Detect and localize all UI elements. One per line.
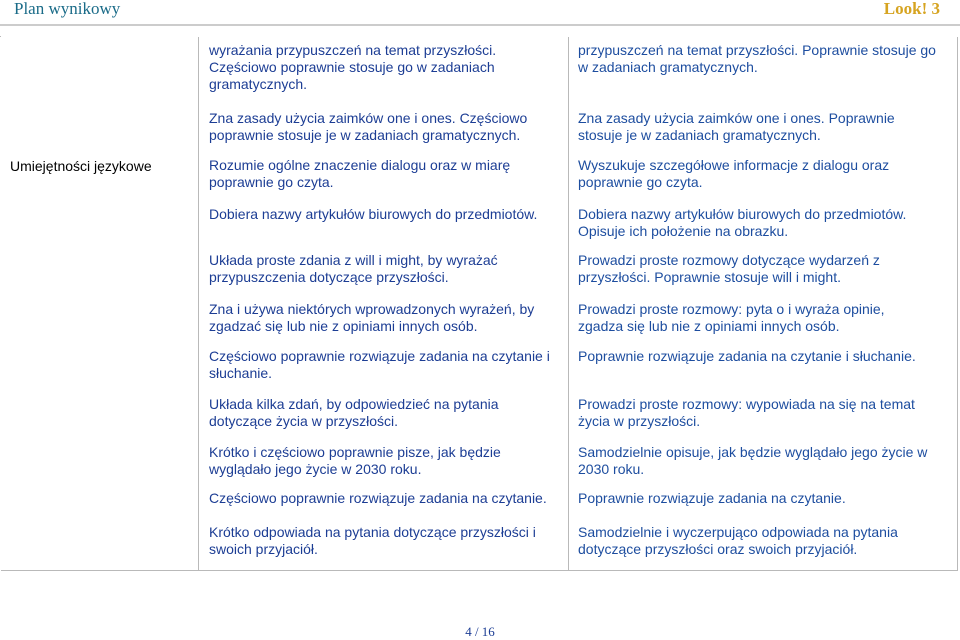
level-c-item: Dobiera nazwy artykułów biurowych do przedmiotów. Opisuje ich położenie na obrazku.	[578, 206, 907, 239]
level-b-item: Częściowo poprawnie rozwiązuje zadania na czytanie i słuchanie.	[209, 348, 550, 381]
level-b-item: Rozumie ogólne znaczenie dialogu oraz w miarę poprawnie go czyta.	[209, 157, 511, 190]
level-b-item: Krótko i częściowo poprawnie pisze, jak będzie wyglądało jego życie w 2030 roku.	[209, 444, 501, 477]
level-b-item: Częściowo poprawnie rozwiązuje zadania na czytanie.	[209, 490, 547, 506]
header-rule	[0, 24, 960, 26]
page-number: 4 / 16	[465, 624, 495, 639]
level-c-item: Poprawnie rozwiązuje zadania na czytanie i słuchanie.	[578, 348, 916, 364]
plan-table	[0, 36, 936, 557]
level-b-item: Układa proste zdania z will i might, by wyrażać przypuszczenia dotyczące przyszłości.	[209, 252, 498, 285]
level-c-item: Wyszukuje szczegółowe informacje z dialogu oraz poprawnie go czyta.	[578, 157, 890, 190]
document-title: Plan wynikowy	[14, 0, 121, 18]
level-c-item: Prowadzi proste rozmowy: pyta o i wyraża opinie, zgadza się lub nie z opiniami innych osób.	[578, 301, 885, 334]
level-b-item: Układa kilka zdań, by odpowiedzieć na pytania dotyczące życia w przyszłości.	[209, 396, 499, 429]
level-c-item: Samodzielnie i wyczerpująco odpowiada na pytania dotyczące przyszłości oraz swoich przyjaciół.	[578, 524, 898, 557]
brand-label: Look! 3	[883, 0, 940, 18]
level-b-item: Zna zasady użycia zaimków one i ones. Częściowo poprawnie stosuje je w zadaniach gramatycznych.	[209, 110, 528, 143]
level-c-item: Zna zasady użycia zaimków one i ones. Poprawnie stosuje je w zadaniach gramatycznych.	[578, 110, 895, 143]
level-b-item: Zna i używa niektórych wprowadzonych wyrażeń, by zgadzać się lub nie z opiniami innych osób.	[209, 301, 535, 334]
category-label: Umiejętności językowe	[10, 158, 152, 174]
level-c-item: Samodzielnie opisuje, jak będzie wyglądało jego życie w 2030 roku.	[578, 444, 928, 477]
level-b-item: Krótko odpowiada na pytania dotyczące przyszłości i swoich przyjaciół.	[209, 524, 536, 557]
level-b-item: Dobiera nazwy artykułów biurowych do przedmiotów.	[209, 206, 538, 222]
table-bottom-border	[1, 570, 958, 571]
category-column	[1, 37, 199, 570]
level-c-item: Prowadzi proste rozmowy: wypowiada na się na temat życia w przyszłości.	[578, 396, 915, 429]
level-c-item: Poprawnie rozwiązuje zadania na czytanie.	[578, 490, 846, 506]
level-c-item: Prowadzi proste rozmowy dotyczące wydarzeń z przyszłości. Poprawnie stosuje will i might.	[578, 252, 880, 285]
level-c-item: przypuszczeń na temat przyszłości. Poprawnie stosuje go w zadaniach gramatycznych.	[578, 42, 936, 75]
level-b-item: wyrażania przypuszczeń na temat przyszłości. Częściowo poprawnie stosuje go w zadaniach gramatycznych.	[209, 42, 497, 92]
